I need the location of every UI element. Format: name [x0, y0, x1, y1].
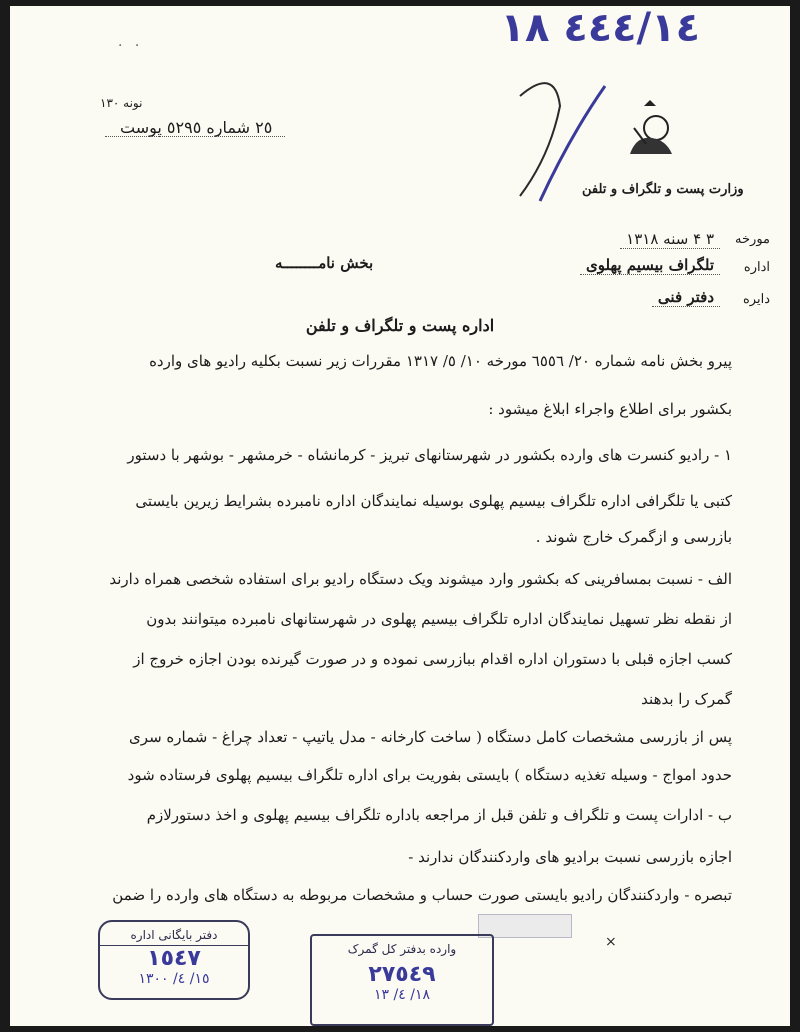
stamp-right-number: ٢٧٥٤٩	[368, 962, 436, 987]
dotted-rule	[105, 136, 285, 137]
body-line: اجازه بازرسی نسبت برادیو های واردکنندگان ندارند -	[408, 848, 732, 866]
body-line: پس از بازرسی مشخصات کامل دستگاه ( ساخت کارخانه - مدل یاتیپ - تعداد چراغ - شماره سری	[129, 728, 732, 746]
stamp-left-title: دفتر بایگانی اداره	[100, 928, 248, 946]
body-line: ١ - رادیو کنسرت های وارده بکشور در شهرستانهای تبریز - کرمانشاه - خرمشهر - بوشهر با دستور	[127, 446, 732, 464]
body-line: ب - ادارات پست و تلگراف و تلفن قبل از مراجعه باداره تلگراف بیسیم پهلوی و اخذ دستورلازم	[146, 806, 732, 824]
date-value: ٣ ۴ سنه ١٣١٨	[620, 230, 720, 249]
corner-dots: · ·	[118, 38, 144, 54]
addressee: اداره پست و تلگراف و تلفن	[305, 316, 495, 335]
body-line: گمرک را بدهند	[641, 690, 732, 708]
body-line: کتبی یا تلگرافی اداره تلگراف بیسیم پهلوی بوسیله نمایندگان اداره نامبرده بشرایط زیرین بایستی	[135, 492, 732, 510]
handwritten-corner-note: ٤٤٤/١٤ ١٨	[500, 6, 700, 51]
body-line: حدود امواج - وسیله تغذیه دستگاه ) بایستی بفوریت برای اداره تلگراف بیسیم پهلوی فرستاده شود	[127, 766, 732, 784]
circular-heading: بخش نامــــــــه	[275, 254, 374, 272]
stamp-right-title: وارده بدفتر کل گمرک	[347, 942, 457, 956]
lion-and-sun-emblem-icon	[622, 98, 678, 162]
body-line: از نقطه نظر تسهیل نمایندگان اداره تلگراف بیسیم پهلوی در شهرستانهای نامبرده میتوانند بدون	[146, 610, 732, 628]
body-line: الف - نسبت بمسافرینی که بکشور وارد میشوند ویک دستگاه رادیو برای استفاده شخصی همراه دارند	[109, 570, 732, 588]
body-line: کسب اجازه قبلی با دستوران اداره اقدام ببازرسی نموده و در صورت گیرنده بودن اجازه خروج از	[133, 650, 732, 668]
office-label: اداره	[743, 260, 770, 275]
form-number: نونه ١٣٠	[100, 96, 143, 110]
department-label: دایره	[742, 292, 770, 307]
office-value: تلگراف بیسیم پهلوی	[580, 256, 720, 275]
letter-number: ٢٥ شماره ٥٢٩٥ پوست	[120, 118, 273, 137]
pen-mark: ×	[605, 934, 617, 950]
department-value: دفتر فنی	[652, 288, 720, 307]
body-line: بازرسی و ازگمرک خارج شوند .	[535, 528, 732, 546]
body-line: پیرو بخش نامه شماره ٢٠/ ٦٥٥٦ مورخه ١٠/ ٥/ ١٣١٧ مقررات زیر نسبت بکلیه رادیو های وارده	[149, 352, 732, 370]
document-page	[10, 6, 790, 1026]
stamp-left-number: ١٥٤٧	[147, 946, 201, 971]
stamp-right-date: ١٨/ ٤/ ١٣	[374, 987, 430, 1003]
stamp-left-date: ١٥/ ٤/ ١٣٠٠	[138, 971, 210, 987]
date-label: مورخه	[735, 232, 770, 247]
customs-stamp-right	[310, 934, 494, 1026]
archive-stamp-left	[98, 920, 250, 1000]
body-line: بکشور برای اطلاع واجراء ابلاغ میشود :	[488, 400, 732, 418]
body-line: تبصره - واردکنندگان رادیو بایستی صورت حساب و مشخصات مربوطه به دستگاه های وارده را ضمن	[112, 886, 732, 904]
ministry-name: وزارت پست و تلگراف و تلفن	[582, 182, 744, 197]
